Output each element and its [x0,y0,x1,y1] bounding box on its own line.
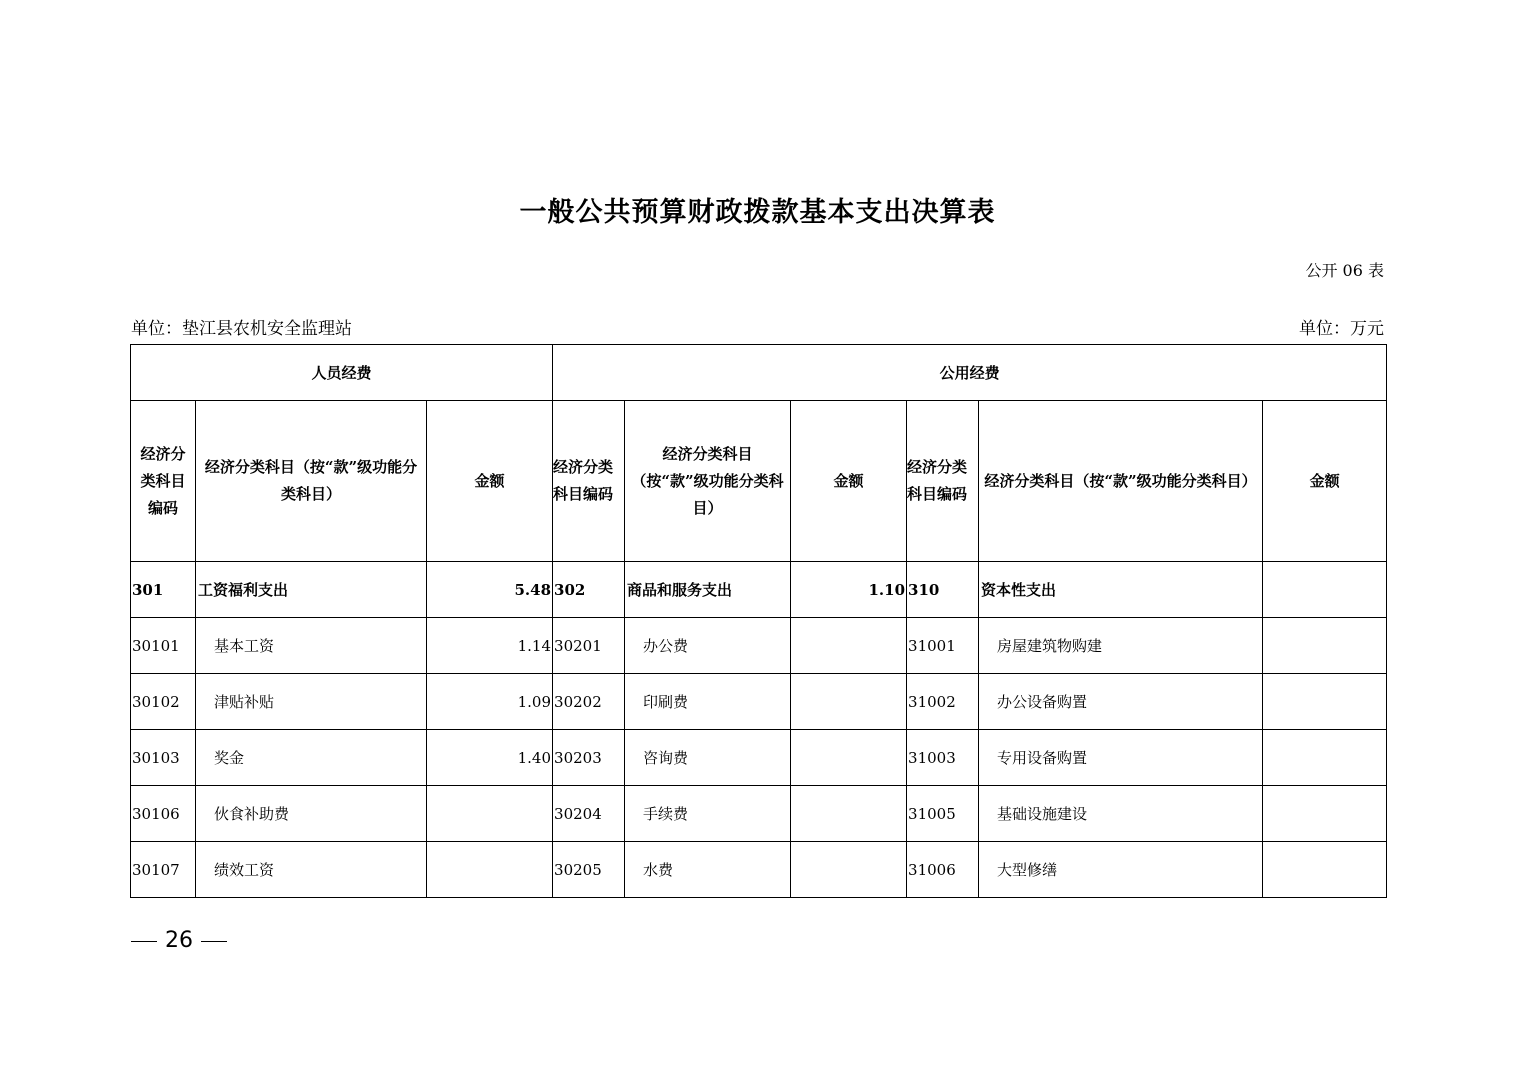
organization-unit: 单位：垫江县农机安全监理站 [131,319,352,339]
public-amount [791,618,907,674]
personnel-subject: 绩效工资 [196,842,427,898]
capital-code: 31006 [907,842,979,898]
capital-amount [1263,786,1387,842]
group-header-row [131,345,1387,401]
public-subject: 水费 [625,842,791,898]
public-code: 302 [553,562,625,618]
personnel-subject: 基本工资 [196,618,427,674]
public-subject: 办公费 [625,618,791,674]
public-code: 30203 [553,730,625,786]
header-amount-c: 金额 [1263,401,1387,562]
header-amount-a: 金额 [427,401,553,562]
page-number-text: 26 [165,928,193,953]
header-amount-b: 金额 [791,401,907,562]
personnel-amount: 1.14 [427,618,553,674]
group-public: 公用经费 [553,345,1387,401]
budget-table [130,344,1387,898]
public-subject: 印刷费 [625,674,791,730]
public-subject: 咨询费 [625,730,791,786]
personnel-amount: 5.48 [427,562,553,618]
personnel-code: 30106 [131,786,196,842]
public-subject: 商品和服务支出 [625,562,791,618]
column-header-row [131,401,1387,562]
table-row [131,618,1387,674]
capital-amount [1263,730,1387,786]
header-code-a: 经济分类科目编码 [131,401,196,562]
personnel-amount [427,786,553,842]
header-code-c: 经济分类科目编码 [907,401,979,562]
header-subject-c: 经济分类科目（按“款”级功能分类科目） [979,401,1263,562]
capital-code: 310 [907,562,979,618]
capital-code: 31005 [907,786,979,842]
personnel-amount: 1.09 [427,674,553,730]
page-dash-left [131,941,157,942]
capital-subject: 专用设备购置 [979,730,1263,786]
personnel-amount: 1.40 [427,730,553,786]
public-subject: 手续费 [625,786,791,842]
capital-subject: 资本性支出 [979,562,1263,618]
public-amount [791,730,907,786]
group-personnel: 人员经费 [131,345,553,401]
capital-subject: 基础设施建设 [979,786,1263,842]
public-code: 30202 [553,674,625,730]
capital-amount [1263,842,1387,898]
personnel-subject: 津贴补贴 [196,674,427,730]
table-row [131,786,1387,842]
capital-code: 31002 [907,674,979,730]
personnel-amount [427,842,553,898]
capital-code: 31001 [907,618,979,674]
personnel-subject: 伙食补助费 [196,786,427,842]
table-row [131,842,1387,898]
personnel-code: 301 [131,562,196,618]
page-dash-right [201,941,227,942]
table-row [131,562,1387,618]
public-amount [791,786,907,842]
public-code: 30201 [553,618,625,674]
table-row [131,730,1387,786]
currency-unit: 单位：万元 [1299,319,1384,339]
capital-amount [1263,674,1387,730]
capital-subject: 办公设备购置 [979,674,1263,730]
capital-amount [1263,562,1387,618]
public-code: 30205 [553,842,625,898]
capital-subject: 房屋建筑物购建 [979,618,1263,674]
public-amount [791,842,907,898]
personnel-subject: 工资福利支出 [196,562,427,618]
capital-code: 31003 [907,730,979,786]
personnel-code: 30103 [131,730,196,786]
header-subject-b: 经济分类科目（按“款”级功能分类科目） [625,401,791,562]
capital-amount [1263,618,1387,674]
public-amount [791,674,907,730]
capital-subject: 大型修缮 [979,842,1263,898]
personnel-code: 30101 [131,618,196,674]
document-title: 一般公共预算财政拨款基本支出决算表 [519,197,996,228]
public-code: 30204 [553,786,625,842]
table-row [131,674,1387,730]
personnel-code: 30107 [131,842,196,898]
header-code-b: 经济分类科目编码 [553,401,625,562]
personnel-subject: 奖金 [196,730,427,786]
public-amount: 1.10 [791,562,907,618]
form-number: 公开 06 表 [1305,261,1384,280]
page-number [131,928,235,953]
personnel-code: 30102 [131,674,196,730]
header-subject-a: 经济分类科目（按“款”级功能分类科目） [196,401,427,562]
